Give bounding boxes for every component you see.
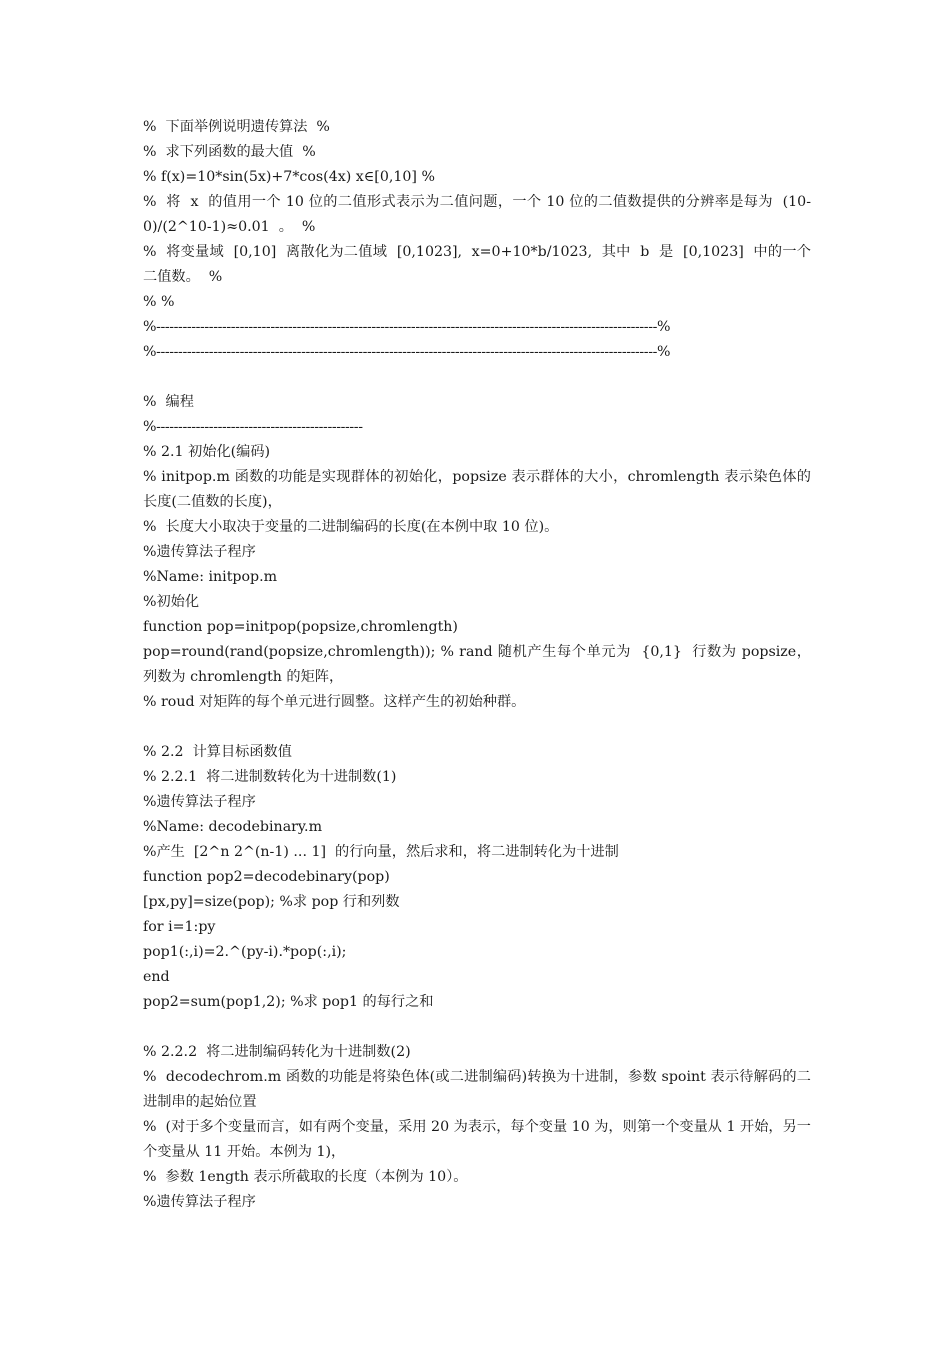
code-line: %初始化 bbox=[143, 594, 200, 610]
text-line: %遗传算法子程序 bbox=[143, 544, 256, 560]
text-line: %产生 [2^n 2^(n-1) ... 1] 的行向量，然后求和，将二进制转化为十进制 bbox=[143, 844, 619, 860]
text-line: % 下面举例说明遗传算法 % bbox=[143, 119, 330, 135]
text-line: % f(x)=10*sin(5x)+7*cos(4x) x∈[0,10] % bbox=[143, 169, 435, 185]
code-line: end bbox=[143, 969, 170, 985]
separator-line: %------------------------------------------------------------------------------------------------------------------% bbox=[143, 319, 671, 335]
code-line: [px,py]=size(pop); %求 pop 行和列数 bbox=[143, 894, 400, 910]
code-line: %Name: decodebinary.m bbox=[143, 819, 323, 835]
section-heading: % 2.2.2 将二进制编码转化为十进制数(2) bbox=[143, 1044, 411, 1060]
section-heading: % 编程 bbox=[143, 394, 194, 410]
text-line: %遗传算法子程序 bbox=[143, 1194, 256, 1210]
text-line: %遗传算法子程序 bbox=[143, 794, 256, 810]
document-page bbox=[143, 115, 811, 1215]
text-line: % roud 对矩阵的每个单元进行圆整。这样产生的初始种群。 bbox=[143, 694, 526, 710]
text-line: % 求下列函数的最大值 % bbox=[143, 144, 316, 160]
separator-line: %----------------------------------------------- bbox=[143, 419, 363, 435]
code-line: function pop2=decodebinary(pop) bbox=[143, 869, 390, 885]
text-line: % % bbox=[143, 294, 175, 310]
blank-line bbox=[143, 715, 811, 740]
text-line: % decodechrom.m 函数的功能是将染色体(或二进制编码)转换为十进制，参数 spoint 表示待解码的二进制串的起始位置 bbox=[143, 1069, 811, 1110]
separator-line: %------------------------------------------------------------------------------------------------------------------% bbox=[143, 344, 671, 360]
section-heading: % 2.1 初始化(编码) bbox=[143, 444, 271, 460]
text-line: % 参数 1ength 表示所截取的长度（本例为 10）。 bbox=[143, 1169, 468, 1185]
blank-line bbox=[143, 1015, 811, 1040]
code-line: function pop=initpop(popsize,chromlength) bbox=[143, 619, 458, 635]
text-line: % 将 x 的值用一个 10 位的二值形式表示为二值问题，一个 10 位的二值数提供的分辨率是每为 (10-0)/(2^10-1)≈0.01 。 % bbox=[143, 194, 811, 235]
text-line: % (对于多个变量而言，如有两个变量，采用 20 为表示，每个变量 10 为，则第一个变量从 1 开始，另一个变量从 11 开始。本例为 1)， bbox=[143, 1119, 811, 1160]
code-line: pop1(:,i)=2.^(py-i).*pop(:,i); bbox=[143, 944, 347, 960]
text-line: % initpop.m 函数的功能是实现群体的初始化，popsize 表示群体的大小，chromlength 表示染色体的长度(二值数的长度)， bbox=[143, 469, 811, 510]
blank-line bbox=[143, 365, 811, 390]
code-line: for i=1:py bbox=[143, 919, 216, 935]
code-line: pop=round(rand(popsize,chromlength)); % rand 随机产生每个单元为 {0,1} 行数为 popsize，列数为 chromlength 的矩阵， bbox=[143, 644, 811, 685]
code-line: %Name: initpop.m bbox=[143, 569, 278, 585]
text-line: % 长度大小取决于变量的二进制编码的长度(在本例中取 10 位)。 bbox=[143, 519, 559, 535]
section-heading: % 2.2.1 将二进制数转化为十进制数(1) bbox=[143, 769, 397, 785]
section-heading: % 2.2 计算目标函数值 bbox=[143, 744, 292, 760]
text-line: % 将变量域 [0,10] 离散化为二值域 [0,1023], x=0+10*b/1023, 其中 b 是 [0,1023] 中的一个二值数。 % bbox=[143, 244, 811, 285]
code-line: pop2=sum(pop1,2); %求 pop1 的每行之和 bbox=[143, 994, 434, 1010]
